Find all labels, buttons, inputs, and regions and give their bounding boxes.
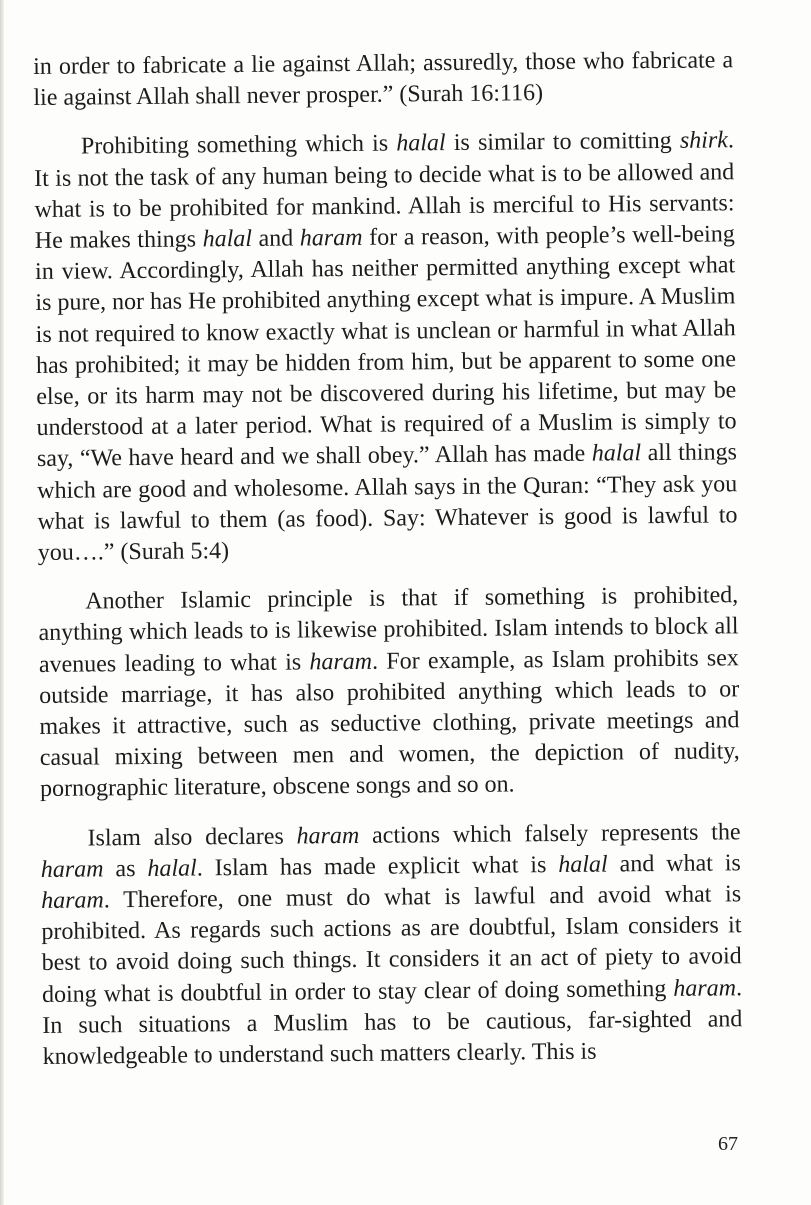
text-run: Prohibiting something which is <box>80 130 397 160</box>
text-run: for a reason, with people’s well-being in view. Accordingly, Allah has neither permitted anything except what is pure, nor has He prohibited anything except what is impure. A Muslim is not required to know exactly what is unclean or harmful in what Allah has prohibited; it may be hidden from him, but be apparent to some one else, or its harm may not be discovered during his lifetime, but may be understood at a later period. What is required of a Muslim is simply to say, “We have heard and we shall obey.” Allah has made <box>34 221 737 473</box>
paragraph <box>34 126 738 570</box>
italic-term: haram <box>296 822 360 850</box>
paragraph <box>40 817 742 1073</box>
paragraph <box>33 45 734 114</box>
page-number: 67 <box>718 1133 738 1155</box>
text-run: . For example, as Islam prohibits sex outside marriage, it has also prohibited anything which leads to or makes it attractive, such as seductive clothing, private meetings and casual mixing between men and women, the depiction of nudity, pornographic literature, obscene songs and so on. <box>39 644 740 803</box>
body-text <box>33 45 743 1091</box>
text-run: . Therefore, one must do what is lawful and avoid what is prohibited. As regards such actions as are doubtful, Islam considers it best to avoid doing such things. It considers it an act of piety to avoid doing what is doubtful in order to stay clear of doing something <box>41 881 742 1008</box>
text-run: Islam also declares <box>87 823 297 852</box>
italic-term: haram <box>309 648 373 676</box>
italic-term: halal <box>202 225 253 253</box>
italic-term: haram <box>40 856 104 883</box>
italic-term: haram <box>41 887 104 915</box>
italic-term: halal <box>147 855 197 882</box>
text-run: actions which falsely represents the <box>359 818 741 849</box>
italic-term: haram <box>673 974 737 1002</box>
text-run: in order to fabricate a lie against Allah; assuredly, those who fabricate a lie against Allah shall never prosper.” (Surah 16:116) <box>33 47 734 112</box>
text-run: and what is <box>607 850 741 878</box>
text-run: Another Islamic principle is that if something is prohibited, anything which leads to is likewise prohibited. Islam intends to block all avenues leading to what is <box>38 582 739 678</box>
italic-term: shirk <box>679 127 729 155</box>
italic-term: halal <box>591 440 642 468</box>
paragraph <box>38 581 740 806</box>
text-run: . In such situations a Muslim has to be cautious, far-sighted and knowledgeable to understand such matters clearly. This is <box>42 974 743 1071</box>
page-binding-edge <box>0 0 4 1205</box>
text-run: and <box>251 225 300 252</box>
text-run: . Islam has made explicit what is <box>196 851 559 882</box>
italic-term: haram <box>299 224 363 252</box>
text-run: is similar to comitting <box>445 128 681 157</box>
text-run: as <box>103 855 148 883</box>
text-run: all things which are good and wholesome. Allah says in the Quran: “They ask you what is lawful to them (as food). Say: Whatever is good is lawful to you….” (Surah 5:4) <box>37 439 738 567</box>
italic-term: halal <box>396 130 446 157</box>
text-run: . It is not the task of any human being to decide what is to be allowed and what is to be prohibited for mankind. Allah is merciful to His servants: He makes things <box>34 127 735 255</box>
italic-term: halal <box>558 851 608 878</box>
